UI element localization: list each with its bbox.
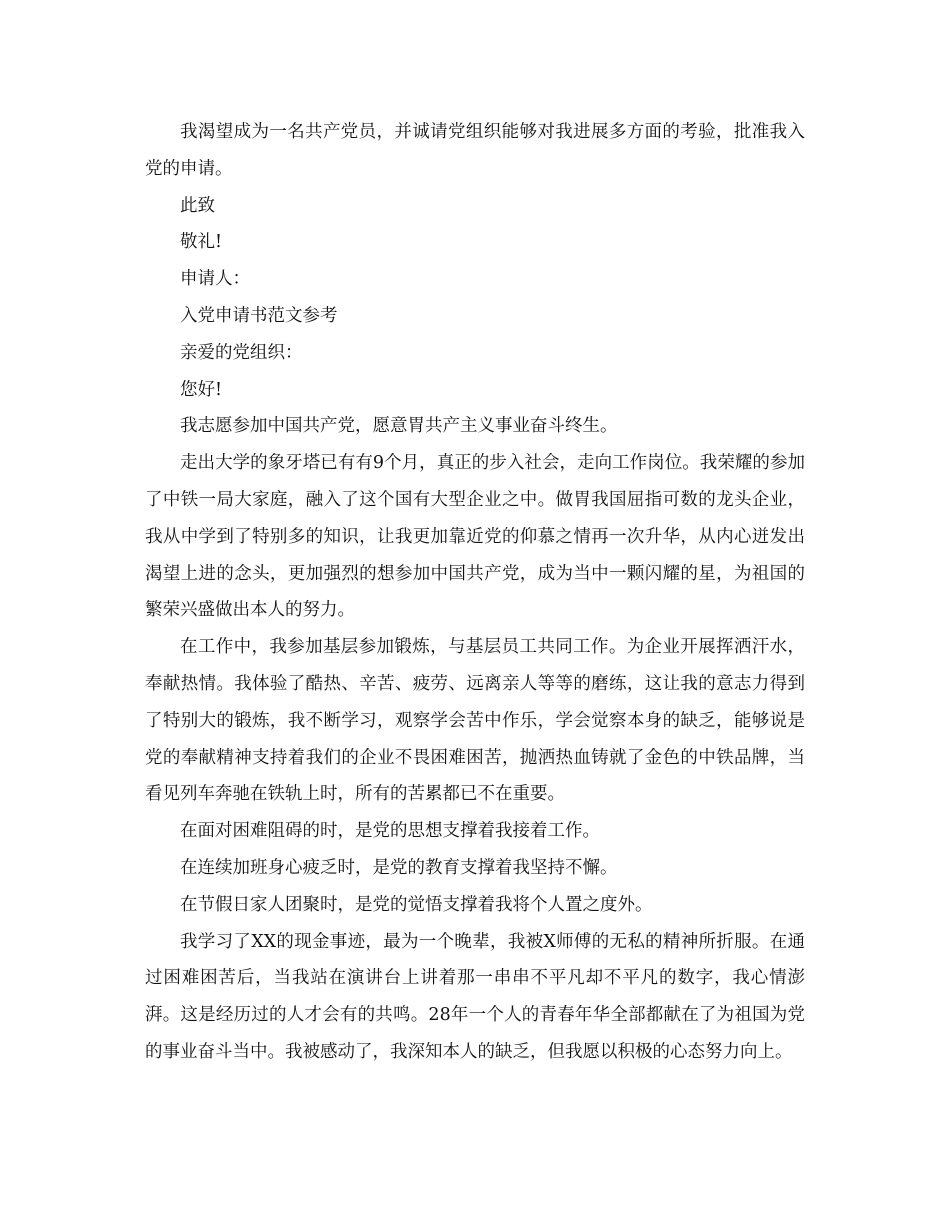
paragraph-applicant: 申请人： bbox=[180, 269, 250, 290]
paragraph-overtime: 在连续加班身心疲乏时，是党的教育支撑着我坚持不懈。 bbox=[180, 857, 618, 878]
paragraph-grassroots-work: 在工作中，我参加基层参加锻炼，与基层员工共同工作。为企业开展挥洒汗水，奉献热情。我体验了酷热、辛苦、疲劳、远离亲人等等的磨练，这让我的意志力得到了特别大的锻炼，我不断学习，观察学会苦中作乐，学会觉察本身的缺乏，能够说是党的奉献精神支持着我们的企业不畏困难困苦，抛洒热血铸就了金色的中铁品牌，当看见列车奔驰在铁轨上时，所有的苦累都已不在重要。 bbox=[145, 637, 805, 805]
paragraph-pledge: 我志愿参加中国共产党，愿意胃共产主义事业奋斗终生。 bbox=[180, 416, 618, 437]
paragraph-greeting-organization: 亲爱的党组织： bbox=[180, 342, 303, 363]
paragraph-sample-heading: 入党申请书范文参考 bbox=[180, 305, 338, 326]
document-body bbox=[145, 114, 805, 1071]
paragraph-salutation-jingli: 敬礼! bbox=[180, 232, 223, 253]
paragraph-work-intro: 走出大学的象牙塔已有有9个月，真正的步入社会，走向工作岗位。我荣耀的参加了中铁一局大家庭，融入了这个国有大型企业之中。做胃我国屈指可数的龙头企业，我从中学到了特别多的知识，让我更加靠近党的仰慕之情再一次升华，从内心迸发出渴望上进的念头，更加强烈的想参加中国共产党，成为当中一颗闪耀的星，为祖国的繁荣兴盛做出本人的努力。 bbox=[145, 453, 805, 621]
paragraph-role-model: 我学习了XX的现金事迹，最为一个晚辈，我被X师傅的无私的精神所折服。在通过困难困苦后，当我站在演讲台上讲着那一串串不平凡却不平凡的数字，我心情澎湃。这是经历过的人才会有的共鸣。28年一个人的青春年华全部都献在了为祖国为党的事业奋斗当中。我被感动了，我深知本人的缺乏，但我愿以积极的心态努力向上。 bbox=[145, 931, 805, 1062]
paragraph-greeting-hello: 您好! bbox=[180, 379, 223, 400]
paragraph-holiday: 在节假日家人团聚时，是党的觉悟支撑着我将个人置之度外。 bbox=[180, 894, 653, 915]
paragraph-difficulty: 在面对困难阻碍的时，是党的思想支撑着我接着工作。 bbox=[180, 821, 600, 842]
paragraph-salutation-cizhi: 此致 bbox=[180, 195, 215, 216]
paragraph-closing-request: 我渴望成为一名共产党员，并诚请党组织能够对我进展多方面的考验，批准我入党的申请。 bbox=[145, 122, 805, 179]
